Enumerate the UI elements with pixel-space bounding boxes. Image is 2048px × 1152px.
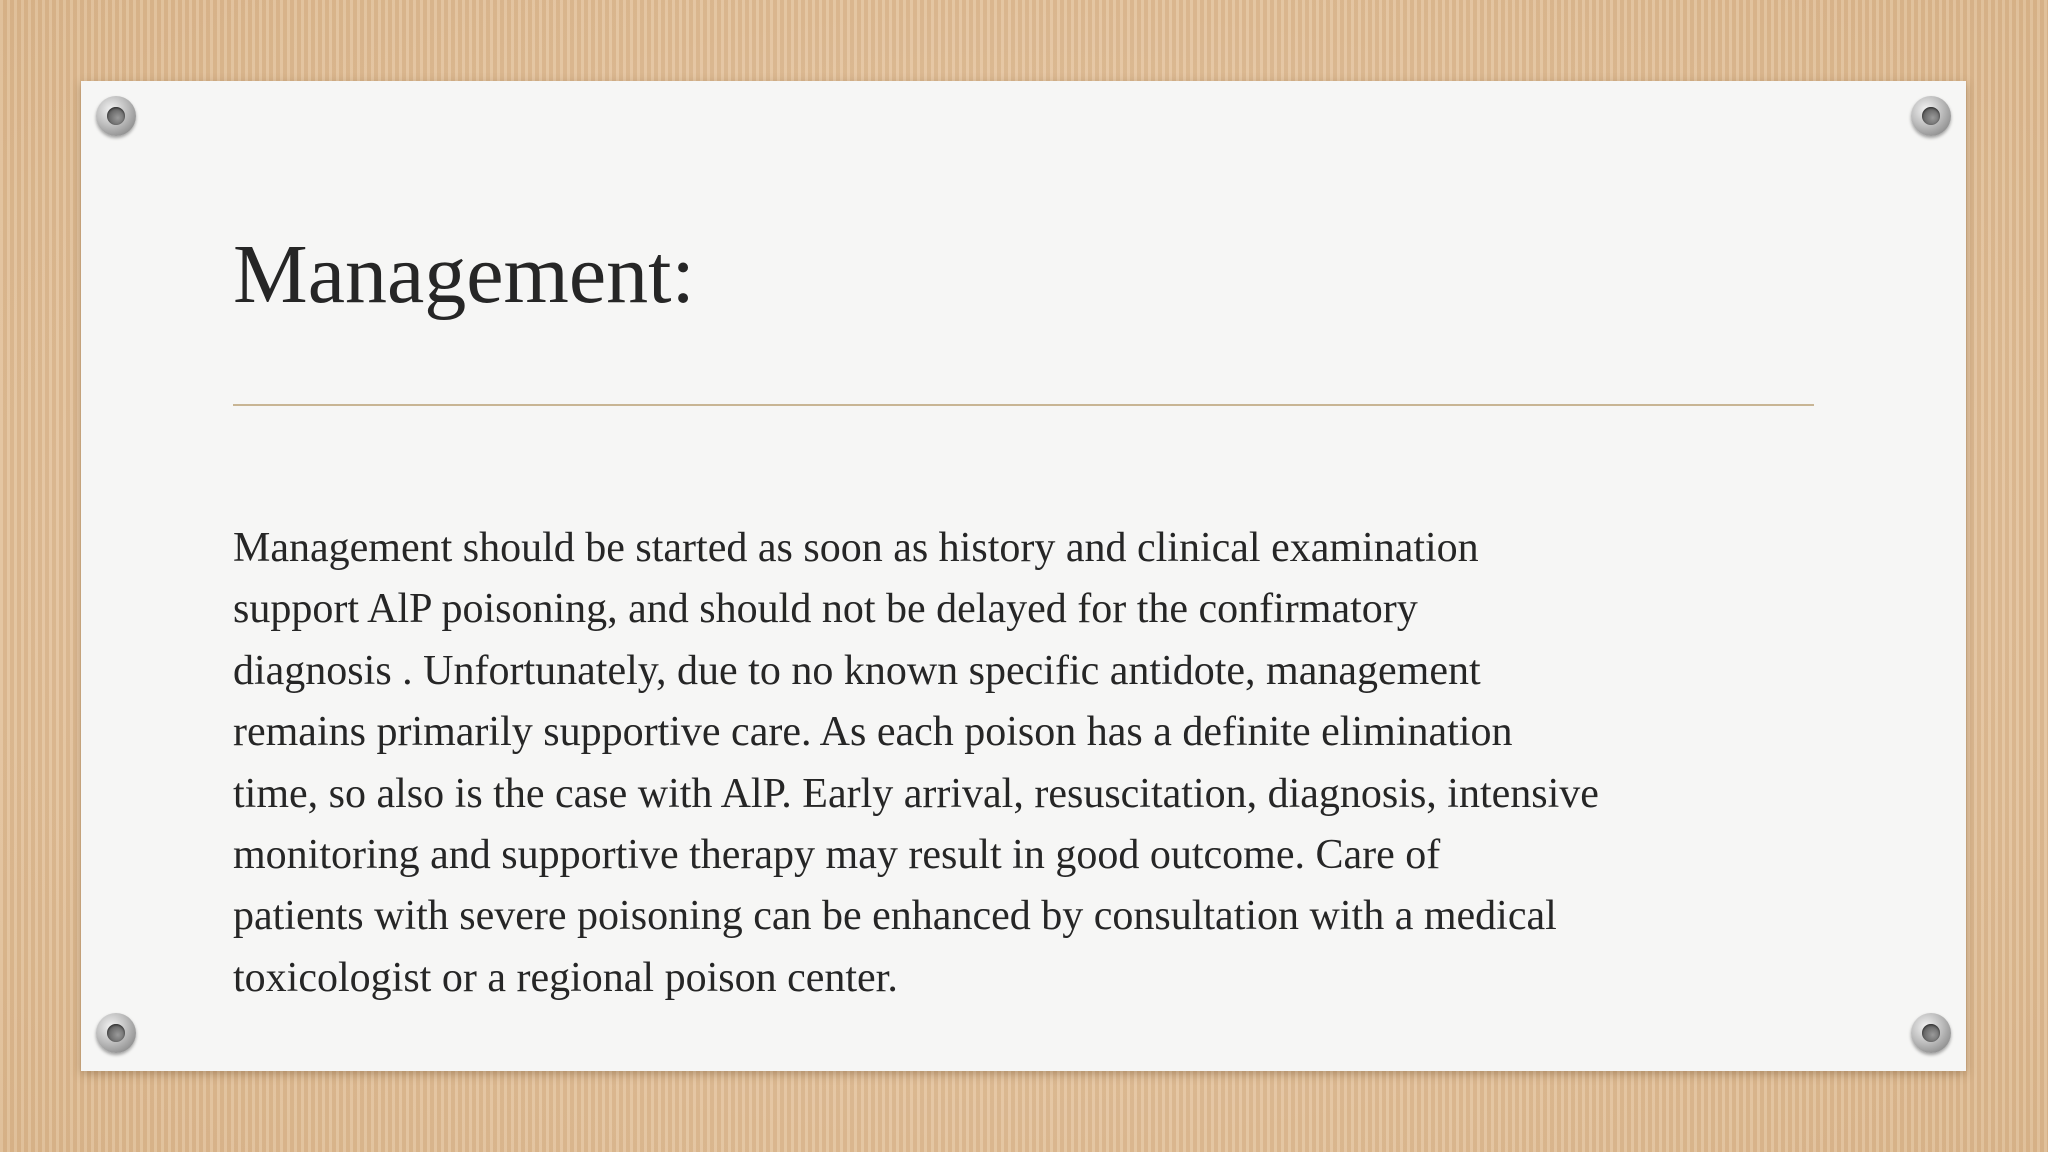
slide-body xyxy=(233,518,1833,1009)
grommet-top-right-icon xyxy=(1911,96,1951,136)
slide-title: Management: xyxy=(233,228,695,321)
body-line: time, so also is the case with AlP. Early arrival, resuscitation, diagnosis, intensive xyxy=(233,770,1599,817)
grommet-bottom-left-icon xyxy=(96,1013,136,1053)
title-divider xyxy=(233,404,1814,406)
slide-board xyxy=(81,81,1966,1071)
body-line: diagnosis . Unfortunately, due to no known specific antidote, management xyxy=(233,647,1481,694)
body-line: patients with severe poisoning can be enhanced by consultation with a medical xyxy=(233,893,1557,940)
grommet-top-left-icon xyxy=(96,96,136,136)
body-line: remains primarily supportive care. As each poison has a definite elimination xyxy=(233,709,1513,756)
body-line: toxicologist or a regional poison center. xyxy=(233,954,898,1001)
grommet-bottom-right-icon xyxy=(1911,1013,1951,1053)
body-line: Management should be started as soon as history and clinical examination xyxy=(233,525,1479,571)
body-line: monitoring and supportive therapy may result in good outcome. Care of xyxy=(233,832,1441,879)
body-line: support AlP poisoning, and should not be delayed for the confirmatory xyxy=(233,586,1418,633)
